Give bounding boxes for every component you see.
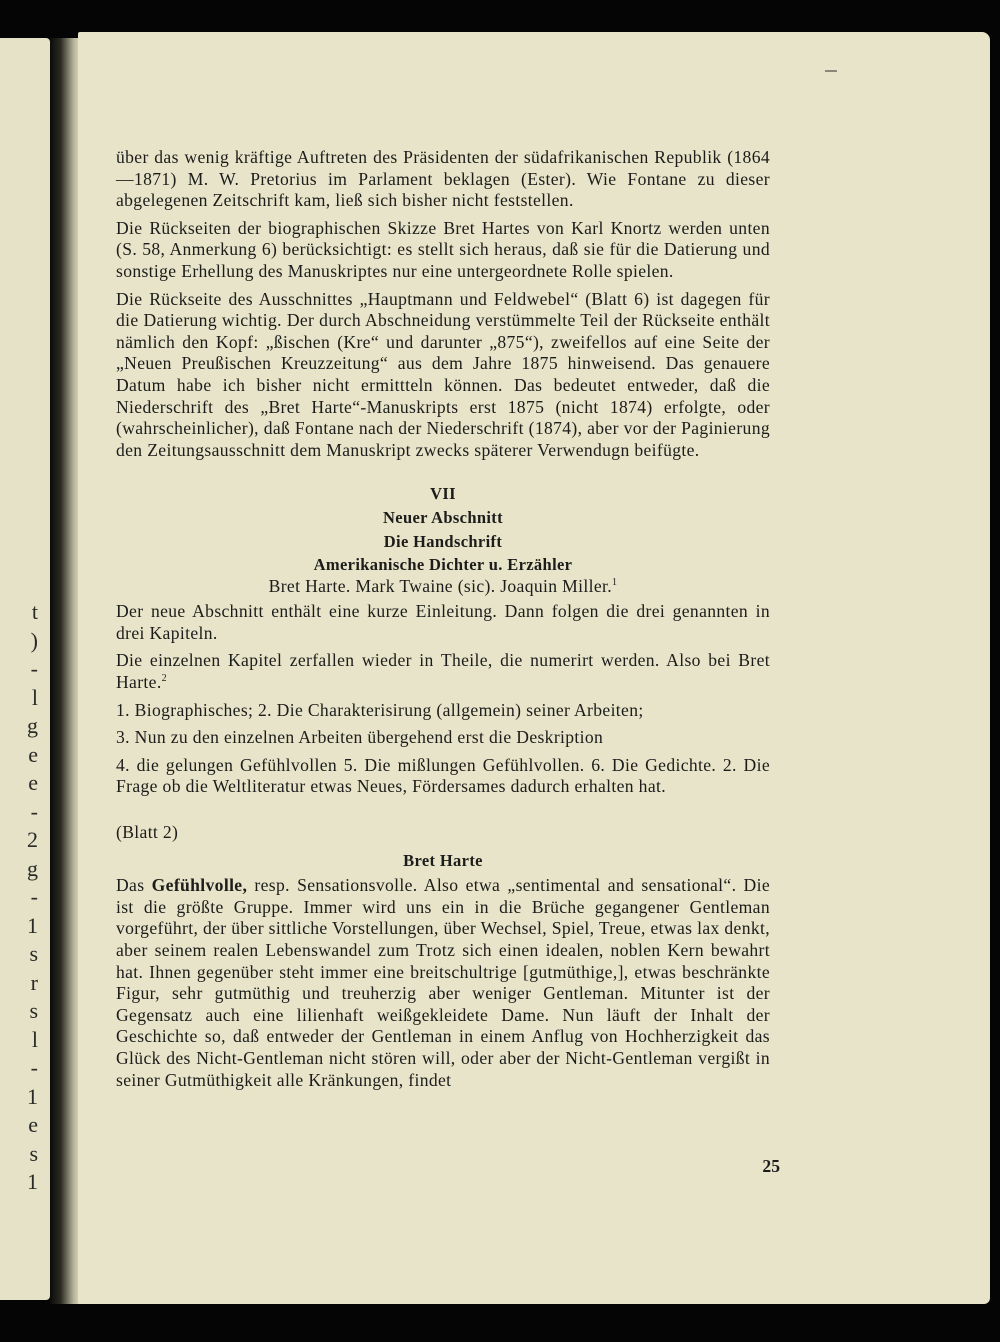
footnote-marker: 2 — [161, 673, 167, 685]
edge-char: 2 — [27, 827, 38, 852]
section-authors — [116, 576, 770, 598]
paragraph: Die Rückseiten der biographischen Skizze Bret Hartes von Karl Knortz werden unten (S. 58, Anmerkung 6) berücksichtigt: es stellt sich heraus, daß sie für die Datierung und sonstige Erhellung des Manuskriptes nur eine untergeordnete Rolle spielen. — [116, 217, 770, 281]
paragraph: 1. Biographisches; 2. Die Charakterisirung (allgemein) seiner Arbeiten; — [116, 699, 644, 720]
page-body — [116, 147, 770, 1097]
paragraph: 3. Nun zu den einzelnen Arbeiten übergehend erst die Deskription — [116, 727, 604, 748]
edge-char: l — [31, 684, 38, 710]
paragraph-text: Die einzelnen Kapitel zerfallen wieder in Theile, die numerirt werden. Also bei Bret Harte. — [116, 650, 770, 693]
edge-char: 1 — [27, 1083, 38, 1109]
edge-char: e — [28, 741, 38, 767]
edge-char: 1 — [27, 912, 38, 938]
book-page — [78, 32, 990, 1304]
section-title: Neuer Abschnitt — [383, 507, 503, 527]
edge-char: - — [30, 656, 38, 681]
edge-char: g — [27, 713, 38, 738]
edge-char: l — [31, 1026, 38, 1052]
edge-char: ) — [30, 627, 38, 653]
paragraph-lead: Das — [116, 875, 152, 896]
paragraph — [116, 875, 770, 1091]
left-page-edge — [0, 38, 50, 1300]
paragraph: über das wenig kräftige Auftreten des Präsidenten der südafrikanischen Republik (1864—1871) M. W. Pretorius im Parlament beklagen (Ester). Wie Fontane zu dieser abgelegenen Zeitschrift kam, ließ sich bisher nicht feststellen. — [116, 147, 770, 211]
paragraph: 4. die gelungen Gefühlvollen 5. Die mißlungen Gefühlvollen. 6. Die Gedichte. 2. Die Frage ob die Weltliteratur etwas Neues, Fördersames dadurch erhalten hat. — [116, 754, 770, 797]
edge-char: s — [29, 1140, 38, 1166]
edge-char: r — [30, 969, 38, 995]
edge-char: - — [30, 1055, 38, 1080]
edge-char: 1 — [27, 1169, 38, 1194]
edge-char: e — [28, 1112, 38, 1137]
page-number: 25 — [762, 1156, 780, 1176]
paragraph: Die Rückseite des Ausschnittes „Hauptmann und Feldwebel“ (Blatt 6) ist dagegen für die Datierung wichtig. Der durch Abschneidung verstümmelte Teil der Rückseite enthält nämlich den Kopf: „ßischen (Kre“ und darunter „875“), zweifellos auf eine Seite der „Neuen Preußischen Kreuzzeitung“ aus dem Jahre 1875 hinweisend. Das genauere Datum habe ich bisher nicht ermittteln können. Das bedeutet entweder, daß die Niederschrift des „Bret Harte“-Manuskripts erst 1875 (nicht 1874) erfolgte, oder (wahrscheinlicher), daß Fontane nach der Niederschrift (1874), aber vor der Paginierung den Zeitungsausschnitt dem Manuskript zwecks späterer Verwendugn beifügte. — [116, 288, 770, 460]
blatt-label: (Blatt 2) — [116, 822, 179, 843]
page-mark — [825, 70, 837, 72]
section-subtitle: Die Handschrift — [383, 531, 503, 551]
section-heading: Amerikanische Dichter u. Erzähler — [313, 555, 573, 575]
paragraph — [116, 650, 770, 693]
edge-char: s — [29, 941, 38, 966]
edge-char: - — [30, 884, 38, 909]
paragraph-text: resp. Sensationsvolle. Also etwa „sentimental and sensational“. Die ist die größte Gruppe. Immer wird uns ein in die Brüche gegangener Gentleman vorgeführt, der über sittliche Vorstellungen, über Wechsel, Spiel, Treue, etwas lax denkt, aber seinem realen Lebenswandel zum Trotz sich einen idealen, noblen Kern bewahrt hat. Ihnen gegenüber steht immer eine breitschultrige [gutmüthige,], etwas beschränkte Figur, sehr gutmüthig und treuherzig aber weniger Gentleman. Mitunter ist der Gegensatz auch eine lilienhaft weißgekleidete Dame. Nun läuft der Inhalt der Geschichte so, daß entweder der Gentleman in einem Anflug von Hochherzigkeit das Glück des Nicht-Gentleman nicht stören will, oder aber der Nicht-Gentleman vergißt in seiner Gutmüthigkeit alle Kränkungen, findet — [116, 875, 770, 1090]
footnote-marker: 1 — [612, 576, 618, 588]
bret-harte-heading: Bret Harte — [403, 850, 483, 870]
edge-char: s — [29, 998, 38, 1023]
section-number: VII — [430, 484, 456, 504]
edge-char: - — [30, 798, 38, 824]
edge-char: g — [27, 855, 38, 881]
authors-text: Bret Harte. Mark Twaine (sic). Joaquin Miller. — [268, 575, 612, 596]
paragraph: Der neue Abschnitt enthält eine kurze Einleitung. Dann folgen die drei genannten in drei Kapiteln. — [116, 601, 770, 643]
left-page-text-fragments — [18, 598, 38, 1197]
book-gutter — [50, 38, 80, 1304]
edge-char: t — [31, 599, 38, 624]
bold-term: Gefühlvolle, — [151, 875, 248, 896]
edge-char: e — [28, 770, 38, 795]
